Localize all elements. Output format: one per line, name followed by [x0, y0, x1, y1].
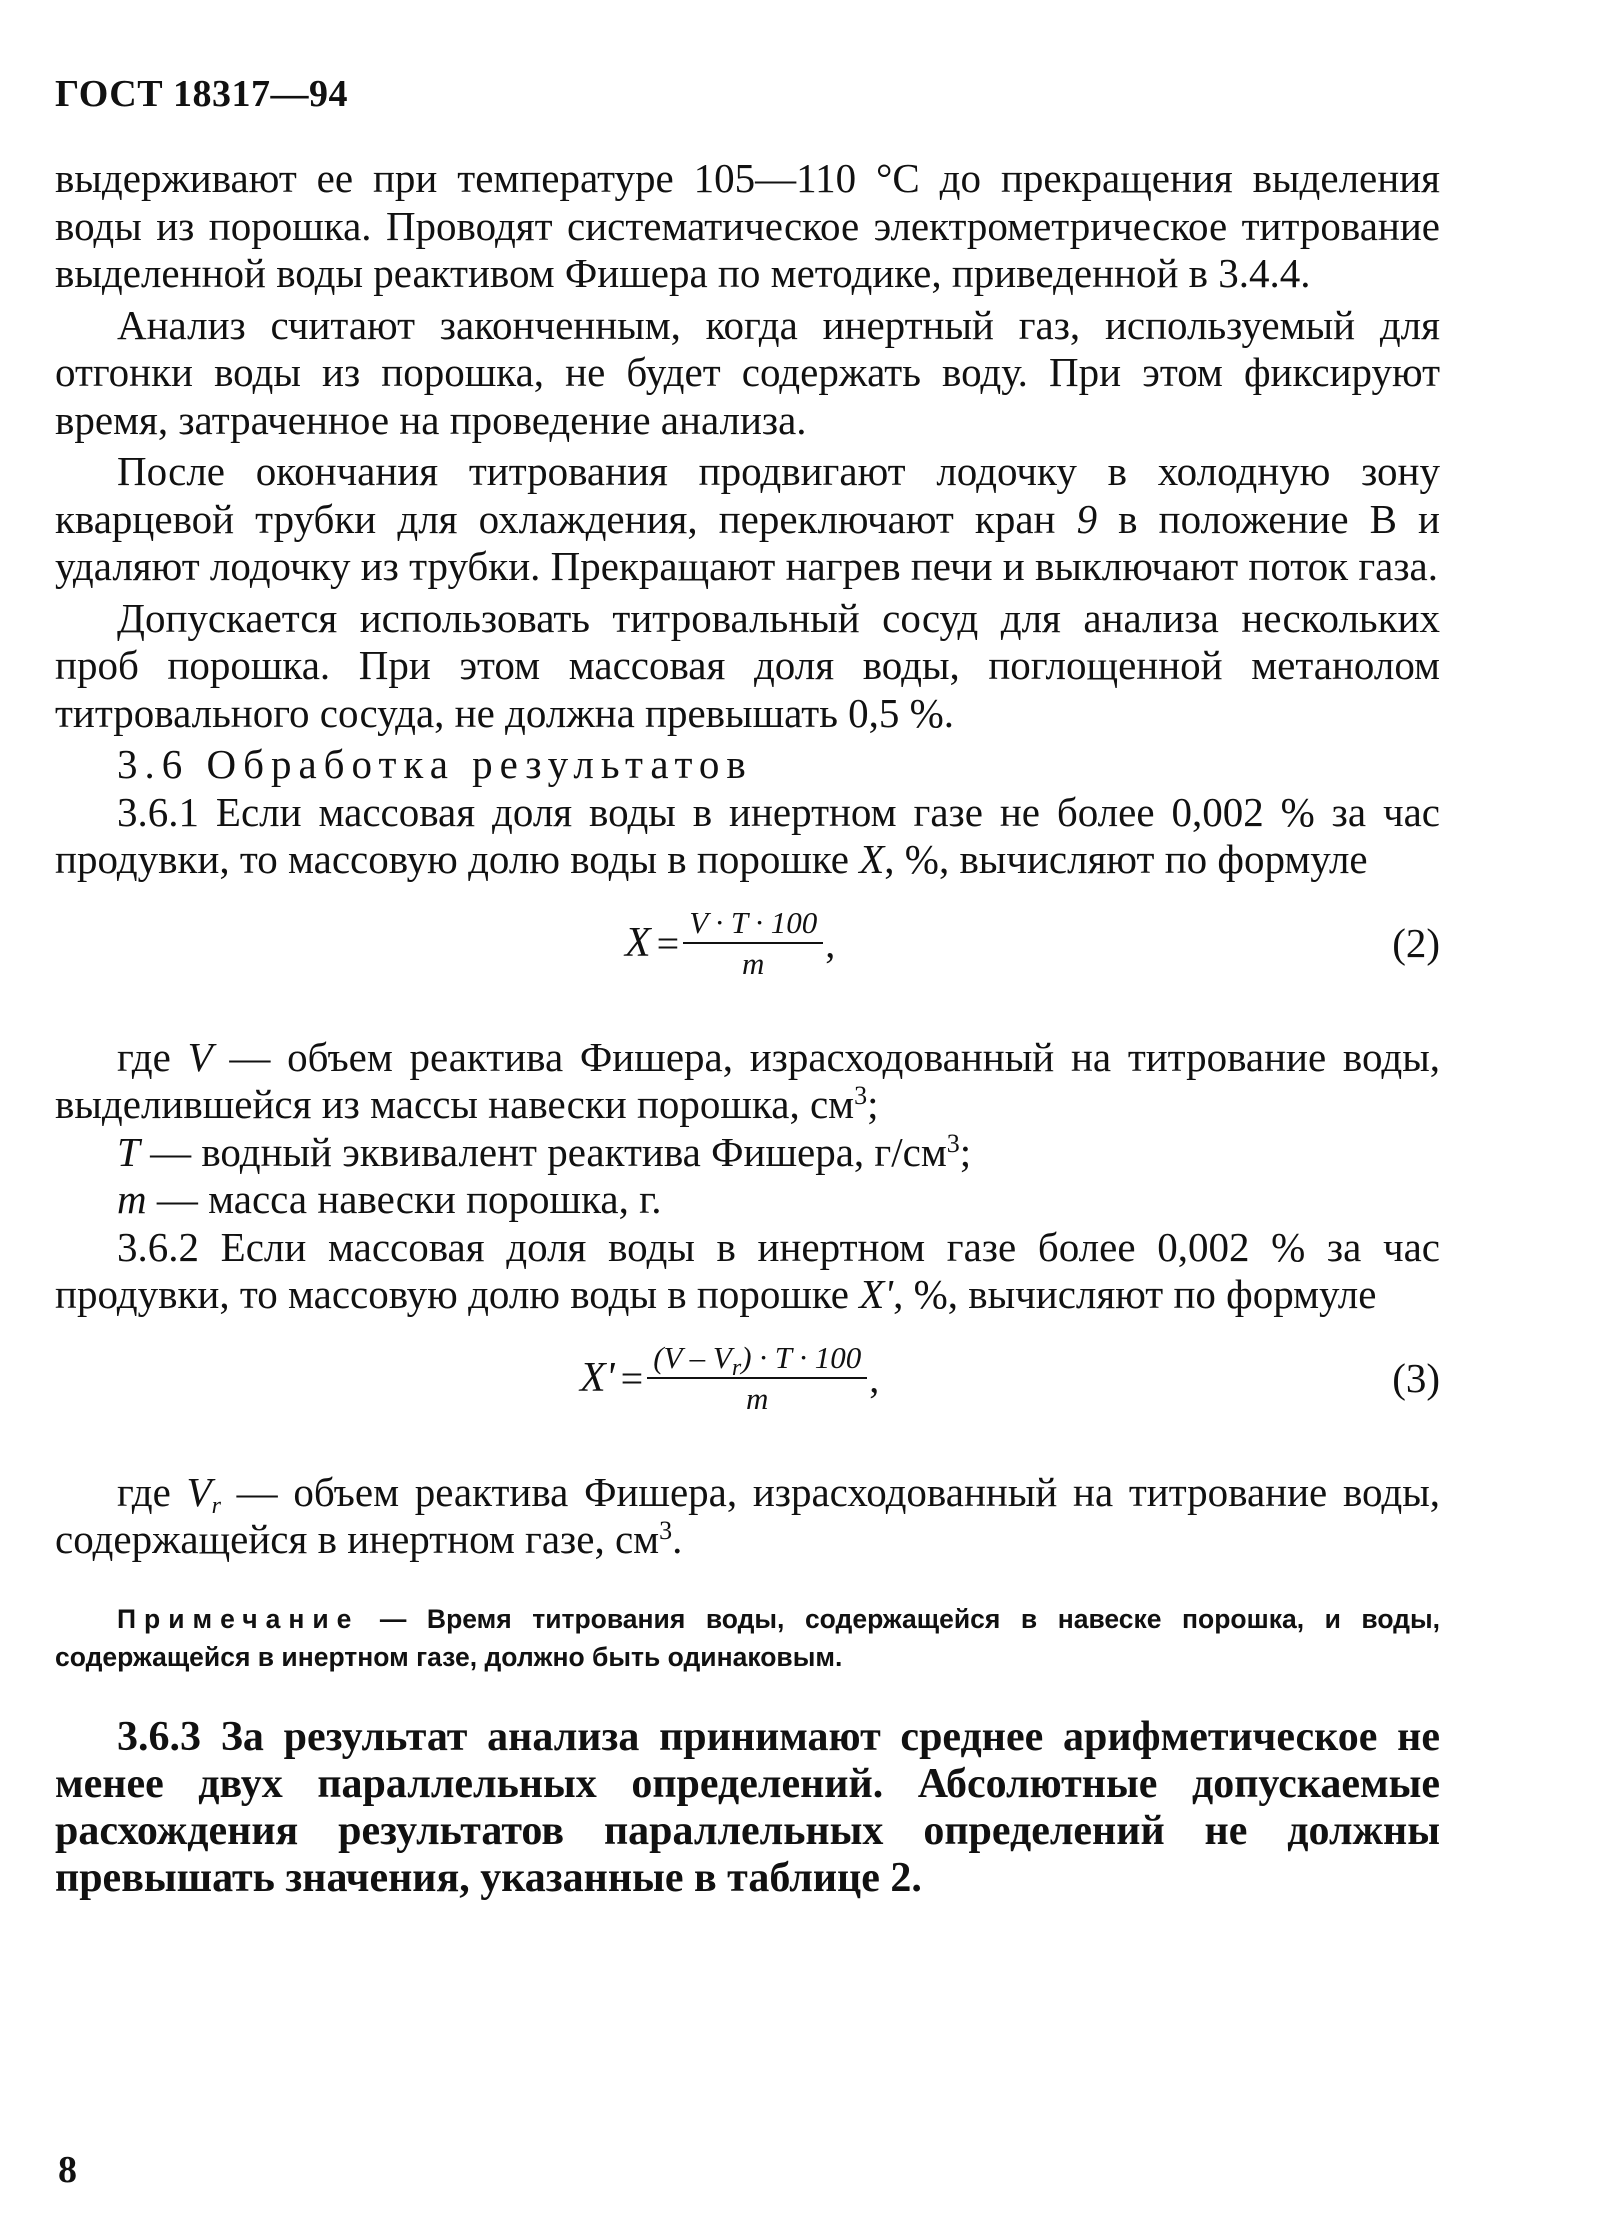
where-vr-definition — [55, 1469, 1440, 1564]
formula-2-comma: , — [825, 920, 836, 966]
formula-3-numerator-a: (V – V — [653, 1339, 732, 1375]
section-heading — [55, 741, 1440, 789]
clause-3-6-2 — [55, 1224, 1440, 1319]
note-text: — Время титрования воды, содержащейся в навеске порошка, и воды, содержащейся в инертном газе, должно быть одинаковым. — [55, 1603, 1440, 1672]
clause-3-6-1-text-b: , %, вычисляют по формуле — [884, 836, 1368, 882]
formula-3-row — [55, 1319, 1440, 1469]
where-lead-3: где — [117, 1468, 187, 1515]
paragraph-continuation: выдерживают ее при температуре 105—110 °С до прекращения выделения воды из порошка. Проводят систематическое электрометрическое титрование выделенной воды реактивом Фишера по методике, приведенной в 3.4.4. — [55, 155, 1440, 296]
formula-3-number: (3) — [1392, 1354, 1440, 1401]
formula-3-fraction — [647, 1339, 867, 1419]
t-definition-end: ; — [959, 1128, 972, 1175]
document-body — [55, 155, 1440, 1902]
vr-definition-text: — объем реактива Фишера, израсходованный на титрование воды, содержащейся в инертном газе, см — [55, 1468, 1440, 1562]
variable-x: X — [859, 836, 885, 882]
formula-2-fraction — [683, 904, 823, 984]
symbol-r-subscript: r — [211, 1492, 221, 1519]
t-unit-exponent: 3 — [946, 1128, 960, 1158]
where-m-definition — [55, 1176, 1440, 1224]
formula-3-comma: , — [869, 1355, 880, 1401]
document-code-header: ГОСТ 18317—94 — [55, 73, 349, 115]
paragraph-titration-vessel: Допускается использовать титровальный сосуд для анализа нескольких проб порошка. При этом массовая доля воды, поглощенной метанолом титровального сосуда, не должна превышать 0,5 %. — [55, 594, 1440, 736]
formula-3-numerator-b: ) · T · 100 — [741, 1339, 862, 1375]
v-unit-exponent: 3 — [854, 1081, 868, 1110]
clause-3-6-2-text-a: 3.6.2 Если массовая доля воды в инертном газе более 0,002 % за час продувки, то массовую долю воды в порошке — [55, 1223, 1440, 1317]
formula-2-lhs: X — [625, 919, 651, 966]
paragraph-analysis-complete: Анализ считают законченным, когда инертный газ, используемый для отгонки воды из порошка, не будет содержать воду. При этом фиксируют время, затраченное на проведение анализа. — [55, 301, 1440, 443]
crane-number: 9 — [1076, 495, 1098, 542]
symbol-m: m — [117, 1176, 147, 1222]
note-label: Примечание — [117, 1603, 360, 1634]
symbol-v: V — [186, 1468, 212, 1515]
formula-3-lhs: X' — [580, 1354, 615, 1401]
section-title: Обработка результатов — [206, 741, 753, 787]
where-lead: где — [117, 1033, 188, 1080]
t-definition-text: — водный эквивалент реактива Фишера, г/см — [139, 1128, 947, 1175]
v-definition-text: — объем реактива Фишера, израсходованный на титрование воды, выделившейся из массы навески порошка, см — [55, 1033, 1440, 1127]
where-v-definition — [55, 1034, 1440, 1129]
formula-3 — [580, 1339, 879, 1419]
vr-unit-exponent: 3 — [659, 1516, 673, 1545]
formula-3-numerator-sub: r — [731, 1354, 742, 1381]
variable-x-prime: X' — [859, 1271, 894, 1317]
clause-3-6-3: 3.6.3 За результат анализа принимают среднее арифметическое не менее двух параллельных определений. Абсолютные допускаемые расхождения результатов параллельных определений не должны превышать значения, указанные в таблице 2. — [55, 1713, 1440, 1901]
clause-3-6-1 — [55, 789, 1440, 884]
section-number: 3.6 — [117, 741, 190, 787]
v-definition-end: ; — [867, 1081, 879, 1127]
formula-2-denominator: m — [683, 942, 823, 984]
formula-2-numerator: V · T · 100 — [689, 904, 818, 940]
formula-2-equals: = — [656, 920, 680, 966]
m-definition-text: — масса навески порошка, г. — [146, 1176, 662, 1222]
formula-2-number: (2) — [1392, 919, 1440, 966]
paragraph-after-titration — [55, 448, 1440, 591]
p3-text-a: После окончания титрования продвигают лодочку в холодную зону кварцевой трубки для охлаждения, переключают кран — [55, 448, 1440, 542]
clause-3-6-1-text-a: 3.6.1 Если массовая доля воды в инертном газе не более 0,002 % за час продувки, то массовую долю воды в порошке — [55, 788, 1440, 882]
formula-2-row — [55, 884, 1440, 1034]
formula-3-denominator: m — [647, 1377, 867, 1419]
vr-definition-end: . — [672, 1516, 683, 1562]
symbol-t: T — [117, 1128, 140, 1175]
symbol-v: V — [187, 1033, 213, 1080]
formula-2 — [625, 904, 835, 984]
note-block — [55, 1600, 1440, 1676]
where-t-definition — [55, 1129, 1440, 1177]
formula-3-numerator — [647, 1339, 867, 1381]
page-number: 8 — [58, 2149, 77, 2191]
formula-3-equals: = — [620, 1355, 644, 1401]
clause-3-6-2-text-b: , %, вычисляют по формуле — [893, 1271, 1377, 1317]
p3-text-b: в положение В и удаляют лодочку из трубки. Прекращают нагрев печи и выключают поток газа. — [55, 495, 1440, 589]
